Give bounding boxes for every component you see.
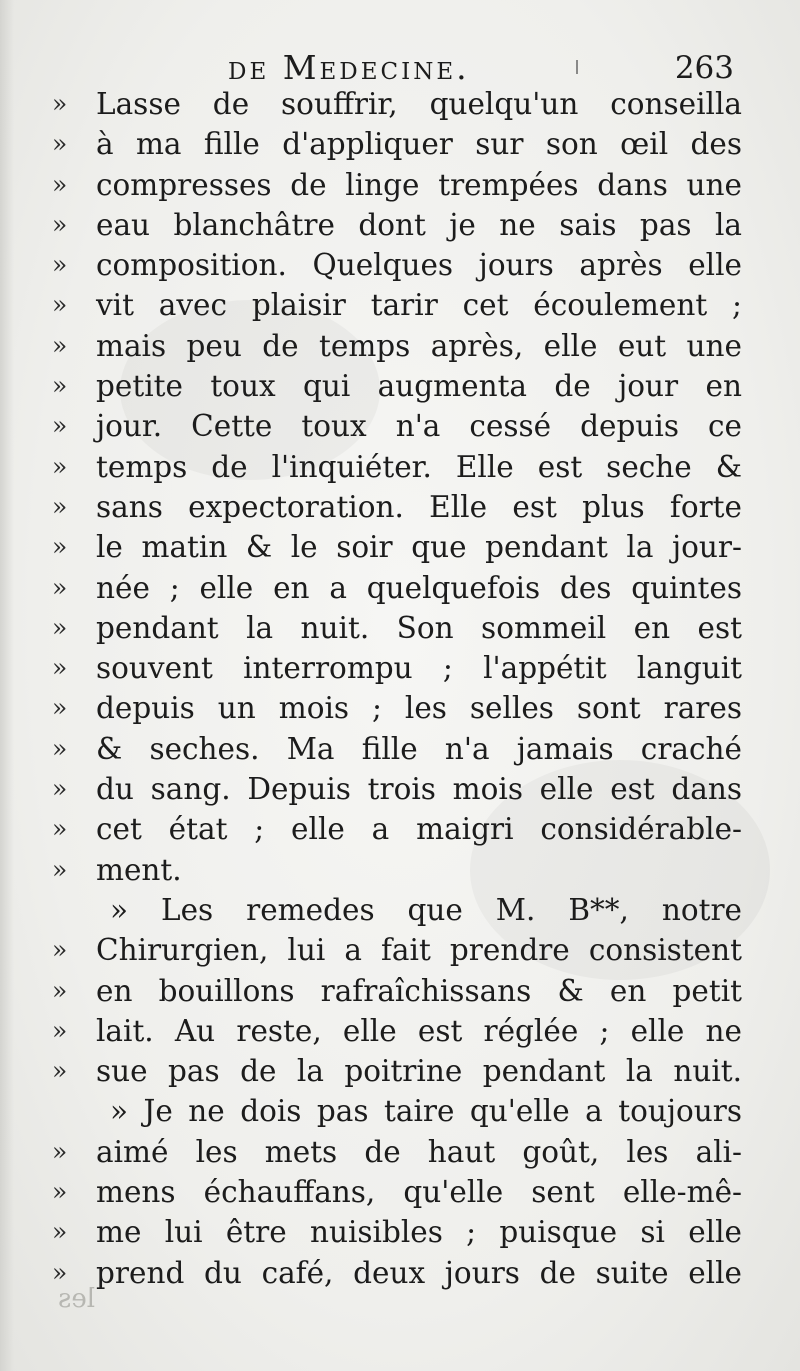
- quote-mark: »: [52, 733, 68, 763]
- page-number: 263: [674, 50, 734, 86]
- running-head: de Medecine.: [228, 48, 470, 87]
- text-line: [44, 84, 754, 124]
- text-line: [44, 850, 754, 890]
- line-text: petite toux qui augmenta de jour en: [96, 369, 742, 404]
- quote-mark: »: [52, 693, 68, 723]
- line-text: ment.: [96, 852, 182, 887]
- body-text: [44, 84, 754, 1293]
- line-text: eau blanchâtre dont je ne sais pas la: [96, 207, 742, 242]
- quote-mark: »: [52, 814, 68, 844]
- quote-mark: »: [52, 169, 68, 199]
- text-line: [44, 165, 754, 205]
- text-line: [44, 809, 754, 849]
- text-line: [44, 890, 754, 930]
- text-line: [44, 205, 754, 245]
- quote-mark: »: [52, 371, 68, 401]
- text-line: [44, 769, 754, 809]
- line-text: Lasse de souffrir, quelqu'un conseilla: [96, 87, 742, 121]
- quote-mark: »: [52, 1257, 68, 1287]
- line-text: prend du café, deux jours de suite elle: [96, 1255, 742, 1290]
- text-line: [44, 1212, 754, 1252]
- quote-mark: »: [52, 1015, 68, 1045]
- bleed-through-text: les: [58, 1284, 96, 1314]
- line-text: aimé les mets de haut goût, les ali-: [96, 1134, 742, 1169]
- quote-mark: »: [52, 209, 68, 239]
- quote-mark: »: [52, 129, 68, 159]
- quote-mark: »: [52, 774, 68, 804]
- line-text: » Je ne dois pas taire qu'elle a toujours: [110, 1094, 742, 1129]
- quote-mark: »: [52, 975, 68, 1005]
- line-text: mais peu de temps après, elle eut une: [96, 328, 742, 363]
- text-line: [44, 1253, 754, 1293]
- text-line: [44, 1132, 754, 1172]
- line-text: & seches. Ma fille n'a jamais craché: [96, 731, 742, 766]
- quote-mark: »: [52, 612, 68, 642]
- quote-mark: »: [52, 1177, 68, 1207]
- line-text: sue pas de la poitrine pendant la nuit.: [96, 1054, 742, 1089]
- quote-mark: »: [52, 1136, 68, 1166]
- text-line: [44, 285, 754, 325]
- text-line: [44, 1172, 754, 1212]
- quote-mark: »: [52, 1056, 68, 1086]
- text-line: [44, 608, 754, 648]
- text-line: [44, 326, 754, 366]
- line-text: le matin & le soir que pendant la jour-: [96, 530, 742, 565]
- line-text: me lui être nuisibles ; puisque si elle: [96, 1215, 742, 1250]
- quote-mark: »: [52, 451, 68, 481]
- quote-mark: »: [52, 532, 68, 562]
- text-line: [44, 688, 754, 728]
- quote-mark: »: [52, 653, 68, 683]
- text-line: [44, 447, 754, 487]
- line-text: Chirurgien, lui a fait prendre consistent: [96, 933, 742, 968]
- text-line: [44, 568, 754, 608]
- line-text: mens échauffans, qu'elle sent elle-mê-: [96, 1175, 742, 1210]
- line-text: pendant la nuit. Son sommeil en est: [96, 610, 742, 645]
- text-line: [44, 1091, 754, 1131]
- quote-mark: »: [52, 491, 68, 521]
- line-text: lait. Au reste, elle est réglée ; elle ne: [96, 1013, 742, 1048]
- text-line: [44, 1011, 754, 1051]
- text-line: [44, 971, 754, 1011]
- quote-mark: »: [52, 411, 68, 441]
- text-line: [44, 406, 754, 446]
- text-line: [44, 1051, 754, 1091]
- quote-mark: »: [52, 290, 68, 320]
- text-line: [44, 930, 754, 970]
- text-line: [44, 527, 754, 567]
- quote-mark: »: [52, 935, 68, 965]
- quote-mark: »: [52, 572, 68, 602]
- text-line: [44, 366, 754, 406]
- quote-mark: »: [52, 854, 68, 884]
- text-line: [44, 648, 754, 688]
- line-text: depuis un mois ; les selles sont rares: [96, 691, 742, 726]
- line-text: jour. Cette toux n'a cessé depuis ce: [96, 409, 742, 444]
- line-text: compresses de linge trempées dans une: [96, 167, 742, 202]
- line-text: en bouillons rafraîchissans & en petit: [96, 973, 742, 1008]
- text-line: [44, 487, 754, 527]
- line-text: cet état ; elle a maigri considérable-: [96, 812, 742, 847]
- quote-mark: »: [52, 250, 68, 280]
- margin-mark: [576, 60, 578, 74]
- line-text: vit avec plaisir tarir cet écoulement ;: [96, 288, 742, 323]
- line-text: composition. Quelques jours après elle: [96, 248, 742, 283]
- line-text: à ma fille d'appliquer sur son œil des: [96, 127, 742, 162]
- quote-mark: »: [52, 330, 68, 360]
- quote-mark: »: [52, 1217, 68, 1247]
- line-text: du sang. Depuis trois mois elle est dans: [96, 772, 742, 807]
- quote-mark: »: [52, 89, 68, 118]
- text-line: [44, 245, 754, 285]
- line-text: née ; elle en a quelquefois des quintes: [96, 570, 742, 605]
- page-edge-shadow: [0, 0, 14, 1371]
- text-line: [44, 124, 754, 164]
- line-text: » Les remedes que M. B**, notre: [110, 892, 742, 927]
- line-text: sans expectoration. Elle est plus forte: [96, 489, 742, 524]
- line-text: temps de l'inquiéter. Elle est seche &: [96, 449, 742, 484]
- text-line: [44, 729, 754, 769]
- line-text: souvent interrompu ; l'appétit languit: [96, 651, 742, 686]
